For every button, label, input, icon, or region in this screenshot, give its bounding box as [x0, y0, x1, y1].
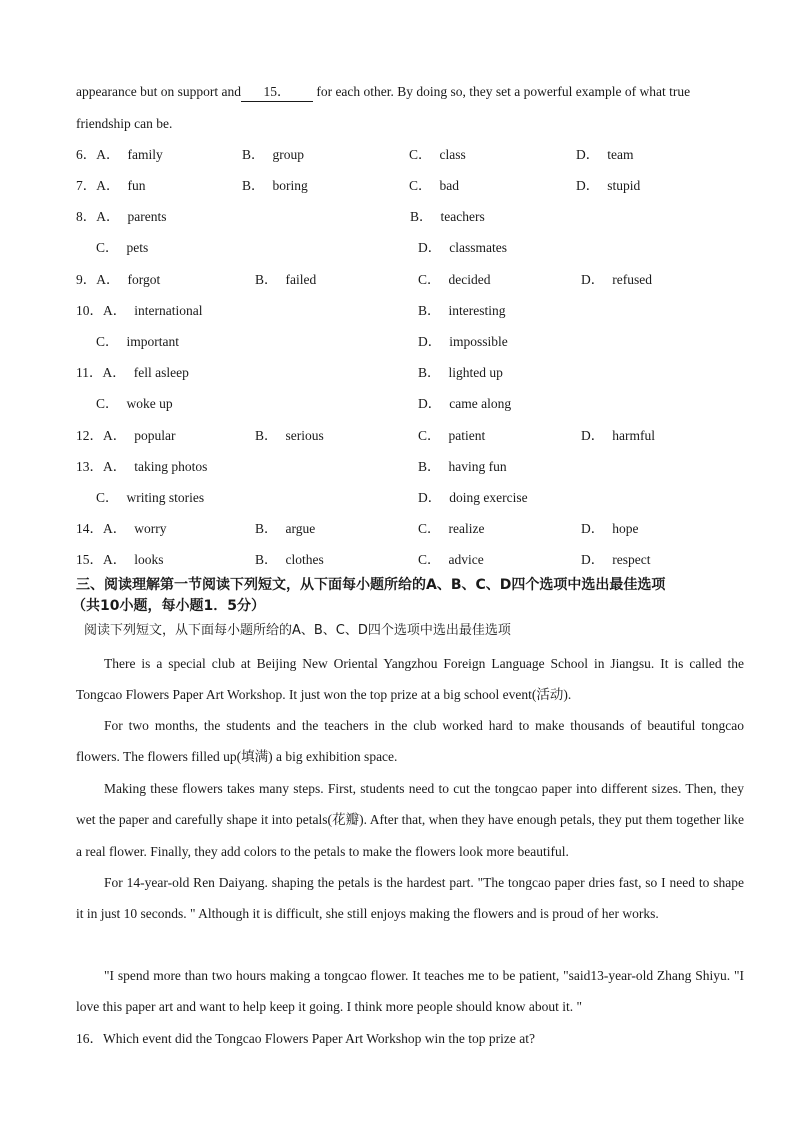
option-text: refused	[612, 272, 652, 287]
option-c	[96, 395, 173, 413]
section-heading: 三、阅读理解第一节阅读下列短文，从下面每小题所给的A、B、C、D四个选项中选出最佳选项	[76, 577, 666, 593]
option-c	[409, 146, 466, 164]
option-b	[418, 302, 506, 320]
option-c	[418, 551, 484, 569]
option-letter: C．	[409, 178, 432, 193]
option-letter: D．	[418, 396, 442, 411]
option-letter: B．	[255, 272, 278, 287]
passage-paragraph-3: Making these flowers takes many steps. First, students need to cut the tongcao paper into different sizes. Then, they wet the paper and carefully shape it into petals(花瓣). After that, when they have enough petals, they put them together like a real flower. Finally, they add colors to the petals to make the flowers look more beautiful.	[76, 781, 744, 859]
cloze-text-before: appearance but on support and	[76, 84, 241, 99]
option-letter: D．	[576, 147, 600, 162]
option-letter: A．	[102, 365, 126, 380]
option-text: having fun	[448, 459, 507, 474]
option-c	[418, 271, 491, 289]
option-text: clothes	[285, 552, 324, 567]
option-d	[418, 489, 528, 507]
passage-paragraph-2: For two months, the students and the teachers in the club worked hard to make thousands of beautiful tongcao flowers. The flowers filled up(填满) a big exhibition space.	[76, 718, 744, 765]
option-text: worry	[134, 521, 167, 536]
option-text: family	[127, 147, 163, 162]
option-a	[76, 364, 189, 382]
option-c	[409, 177, 459, 195]
option-b	[242, 177, 308, 195]
option-d	[581, 520, 639, 538]
option-text: respect	[612, 552, 651, 567]
option-letter: B．	[242, 147, 265, 162]
option-text: group	[272, 147, 305, 162]
option-letter: B．	[242, 178, 265, 193]
option-text: team	[607, 147, 634, 162]
passage-paragraph-4: For 14-year-old Ren Daiyang. shaping the petals is the hardest part. "The tongcao paper dries fast, so I need to shape it in just 10 seconds. " Although it is difficult, she still enjoys making the flowers and is proud of her works.	[76, 875, 744, 922]
option-text: parents	[127, 209, 167, 224]
option-text: patient	[448, 428, 486, 443]
option-c	[418, 520, 484, 538]
option-text: impossible	[449, 334, 508, 349]
option-text: fun	[127, 178, 146, 193]
question-number: 6．	[76, 147, 97, 162]
option-letter: D．	[581, 552, 605, 567]
question-number: 13．	[76, 459, 103, 474]
option-c	[96, 239, 148, 257]
option-text: lighted up	[448, 365, 503, 380]
section-instruction: 阅读下列短文，从下面每小题所给的A、B、C、D四个选项中选出最佳选项	[84, 623, 511, 638]
passage-paragraph-5: "I spend more than two hours making a tongcao flower. It teaches me to be patient, "said13-year-old Zhang Shiyu. "I love this paper art and want to help keep it going. I think more people should know about it. "	[76, 968, 744, 1015]
option-text: writing stories	[126, 490, 205, 505]
option-text: decided	[448, 272, 491, 287]
option-letter: B．	[418, 303, 441, 318]
option-d	[581, 551, 650, 569]
option-a	[76, 302, 202, 320]
option-letter: C．	[418, 272, 441, 287]
option-a	[76, 177, 146, 195]
passage-paragraph-1: There is a special club at Beijing New Oriental Yangzhou Foreign Language School in Jiangsu. It is called the Tongcao Flowers Paper Art Workshop. It just won the top prize at a big school event(活动).	[76, 656, 744, 703]
question-number: 11．	[76, 365, 103, 380]
option-text: class	[439, 147, 466, 162]
cloze-line-2: friendship can be.	[76, 116, 173, 131]
option-a	[76, 271, 160, 289]
option-a	[76, 551, 164, 569]
option-text: popular	[134, 428, 176, 443]
option-b	[255, 520, 315, 538]
option-letter: B．	[418, 365, 441, 380]
option-b	[255, 427, 324, 445]
option-text: looks	[134, 552, 164, 567]
option-text: classmates	[449, 240, 507, 255]
option-letter: B．	[418, 459, 441, 474]
question-number: 7．	[76, 178, 97, 193]
option-letter: A．	[96, 272, 120, 287]
question-number: 14．	[76, 521, 103, 536]
option-b	[418, 364, 503, 382]
option-b	[242, 146, 304, 164]
option-text: came along	[449, 396, 512, 411]
question-number: 10．	[76, 303, 103, 318]
option-text: international	[134, 303, 203, 318]
option-letter: D．	[576, 178, 600, 193]
question-number: 12．	[76, 428, 103, 443]
option-a	[76, 520, 167, 538]
option-text: stupid	[607, 178, 641, 193]
option-d	[581, 271, 652, 289]
option-letter: A．	[103, 428, 127, 443]
option-text: teachers	[440, 209, 485, 224]
option-text: bad	[439, 178, 460, 193]
option-letter: C．	[96, 240, 119, 255]
option-letter: D．	[418, 334, 442, 349]
question-16-number: 16．	[76, 1031, 103, 1046]
option-a	[76, 427, 176, 445]
option-c	[418, 427, 485, 445]
option-b	[255, 551, 324, 569]
option-letter: D．	[581, 428, 605, 443]
option-letter: A．	[103, 552, 127, 567]
option-letter: B．	[255, 521, 278, 536]
option-letter: D．	[581, 272, 605, 287]
cloze-blank-15: 15．	[241, 83, 313, 102]
option-d	[576, 177, 640, 195]
option-text: doing exercise	[449, 490, 528, 505]
option-letter: C．	[96, 490, 119, 505]
option-text: advice	[448, 552, 484, 567]
option-text: failed	[285, 272, 317, 287]
option-b	[255, 271, 316, 289]
question-16-text: Which event did the Tongcao Flowers Paper Art Workshop win the top prize at?	[103, 1031, 535, 1046]
option-letter: A．	[103, 303, 127, 318]
option-text: forgot	[127, 272, 161, 287]
option-text: hope	[612, 521, 639, 536]
option-letter: C．	[418, 428, 441, 443]
option-letter: A．	[96, 209, 120, 224]
option-text: argue	[285, 521, 316, 536]
option-b	[410, 208, 485, 226]
question-number: 8．	[76, 209, 97, 224]
option-d	[576, 146, 634, 164]
option-text: harmful	[612, 428, 655, 443]
option-letter: B．	[255, 552, 278, 567]
option-letter: D．	[418, 240, 442, 255]
option-d	[418, 395, 511, 413]
option-d	[418, 333, 508, 351]
option-text: realize	[448, 521, 485, 536]
option-a	[76, 146, 163, 164]
option-text: taking photos	[134, 459, 208, 474]
cloze-text-after: for each other. By doing so, they set a powerful example of what true	[312, 84, 691, 99]
option-letter: C．	[418, 552, 441, 567]
option-c	[96, 333, 179, 351]
option-text: pets	[126, 240, 149, 255]
option-a	[76, 208, 166, 226]
option-letter: C．	[96, 334, 119, 349]
option-d	[581, 427, 655, 445]
question-16	[76, 1030, 535, 1048]
question-number: 9．	[76, 272, 97, 287]
section-heading-line2: （共10小题，每小题1．5分）	[72, 598, 265, 614]
option-letter: C．	[418, 521, 441, 536]
option-letter: A．	[103, 521, 127, 536]
option-letter: D．	[418, 490, 442, 505]
option-text: fell asleep	[133, 365, 189, 380]
option-letter: A．	[103, 459, 127, 474]
option-c	[96, 489, 204, 507]
option-d	[418, 239, 507, 257]
question-number: 15．	[76, 552, 103, 567]
option-text: important	[126, 334, 180, 349]
option-letter: A．	[96, 147, 120, 162]
option-letter: A．	[96, 178, 120, 193]
option-letter: B．	[255, 428, 278, 443]
option-text: woke up	[126, 396, 173, 411]
option-letter: B．	[410, 209, 433, 224]
option-text: serious	[285, 428, 324, 443]
option-a	[76, 458, 207, 476]
option-letter: C．	[96, 396, 119, 411]
option-text: interesting	[448, 303, 506, 318]
option-b	[418, 458, 507, 476]
option-letter: C．	[409, 147, 432, 162]
option-letter: D．	[581, 521, 605, 536]
option-text: boring	[272, 178, 308, 193]
cloze-line-1	[76, 83, 690, 102]
